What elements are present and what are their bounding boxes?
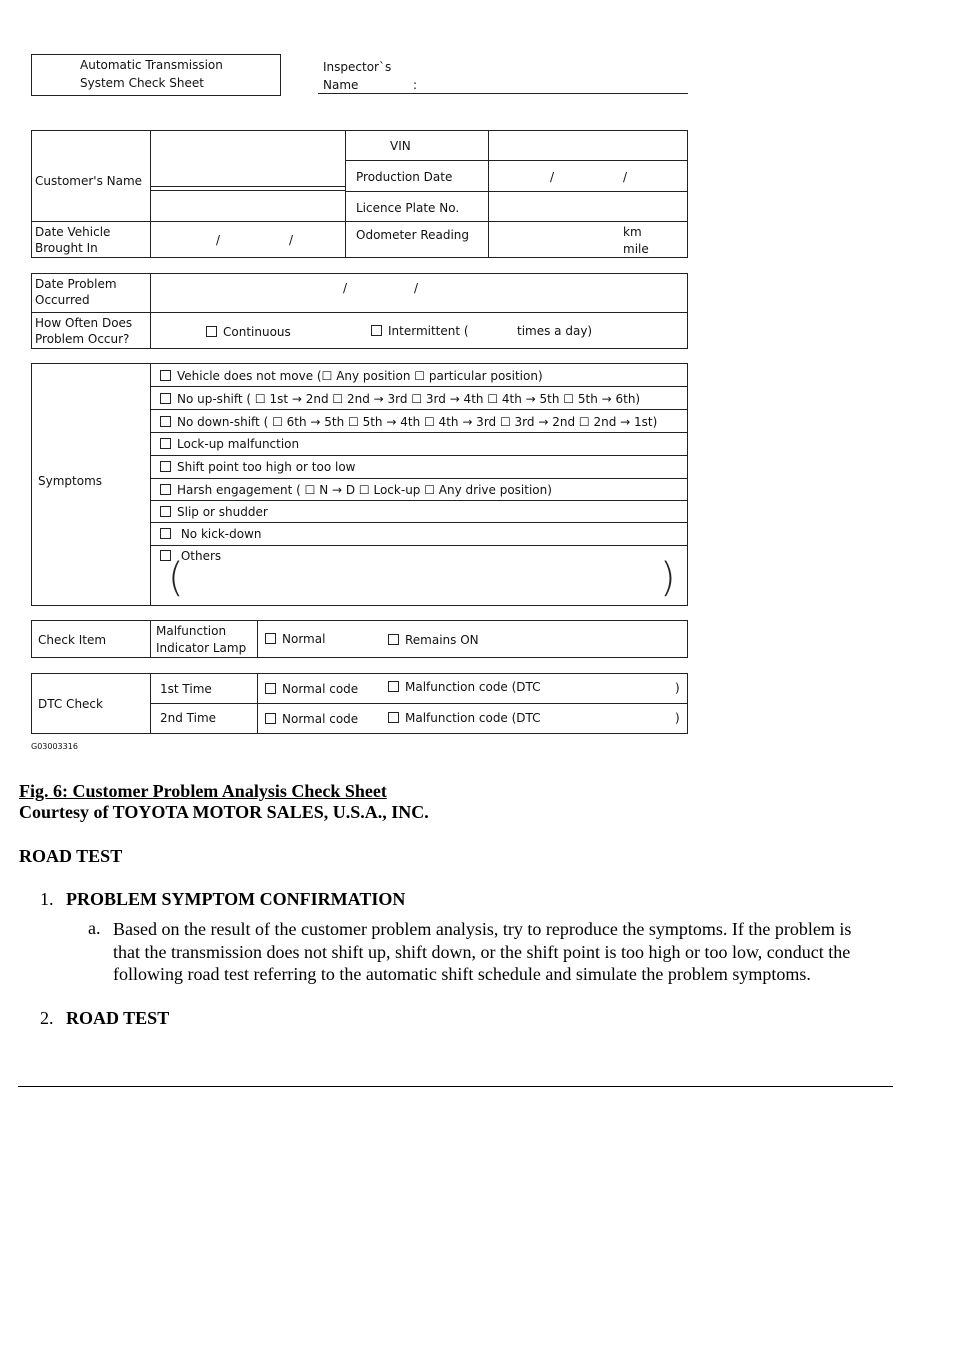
times-a-day-label: times a day) bbox=[517, 324, 593, 338]
customers-name-label: Customer's Name bbox=[35, 174, 143, 188]
mil-label-line2: Indicator Lamp bbox=[156, 641, 247, 655]
symptom-text: Shift point too high or too low bbox=[177, 460, 356, 474]
mile-label: mile bbox=[623, 242, 649, 256]
step-2-number: 2. bbox=[40, 1008, 54, 1028]
intermittent-checkbox[interactable] bbox=[371, 325, 382, 336]
page-footer-rule bbox=[18, 1086, 893, 1087]
symptom-row[interactable] bbox=[160, 483, 552, 497]
dtc-check-label: DTC Check bbox=[38, 697, 103, 711]
figure-courtesy: Courtesy of TOYOTA MOTOR SALES, U.S.A., INC. bbox=[19, 802, 429, 822]
production-date-slash-2: / bbox=[623, 170, 628, 184]
others-close-paren: ) bbox=[660, 555, 676, 601]
step-2-title: ROAD TEST bbox=[66, 1008, 170, 1028]
step-1-number: 1. bbox=[40, 889, 54, 909]
symptom-text: No kick-down bbox=[177, 527, 262, 541]
dtc1-malfunction-option[interactable] bbox=[388, 680, 541, 694]
vin-label: VIN bbox=[390, 139, 411, 153]
symptom-checkbox[interactable] bbox=[160, 393, 171, 404]
production-date-slash-1: / bbox=[550, 170, 555, 184]
step-1-title: PROBLEM SYMPTOM CONFIRMATION bbox=[66, 889, 406, 909]
licence-plate-label: Licence Plate No. bbox=[356, 201, 460, 215]
dtc2-normal-option[interactable] bbox=[265, 712, 358, 726]
dtc1-malfunction-checkbox[interactable] bbox=[388, 681, 399, 692]
symptom-row[interactable] bbox=[160, 392, 640, 406]
symptom-row[interactable] bbox=[160, 369, 543, 383]
dtc-first-time-label: 1st Time bbox=[160, 682, 212, 696]
mil-normal-label: Normal bbox=[282, 632, 326, 646]
inspector-name-line[interactable] bbox=[318, 93, 688, 94]
mil-remains-on-checkbox[interactable] bbox=[388, 634, 399, 645]
continuous-option[interactable] bbox=[206, 325, 291, 339]
figure-id: G03003316 bbox=[31, 742, 78, 751]
symptom-checkbox[interactable] bbox=[160, 506, 171, 517]
dtc-second-time-label: 2nd Time bbox=[160, 711, 217, 725]
dtc2-malfunction-checkbox[interactable] bbox=[388, 712, 399, 723]
date-vehicle-label-line2: Brought In bbox=[35, 241, 98, 255]
check-item-table bbox=[31, 620, 688, 658]
step-1a-letter: a. bbox=[88, 918, 101, 938]
how-often-label-line1: How Often Does bbox=[35, 316, 133, 330]
symptom-row[interactable] bbox=[160, 505, 268, 519]
dtc1-normal-label: Normal code bbox=[282, 682, 359, 696]
symptom-checkbox[interactable] bbox=[160, 461, 171, 472]
date-vehicle-slash-2: / bbox=[289, 233, 294, 247]
date-problem-slash-1: / bbox=[343, 281, 348, 295]
mil-label-line1: Malfunction bbox=[156, 624, 227, 638]
symptom-row[interactable] bbox=[160, 527, 262, 541]
symptom-text: Slip or shudder bbox=[177, 505, 268, 519]
symptom-text: Vehicle does not move (☐ Any position ☐ particular position) bbox=[177, 369, 543, 383]
symptom-row[interactable] bbox=[160, 437, 299, 451]
dtc1-malfunction-label: Malfunction code (DTC bbox=[405, 680, 541, 694]
dtc2-malfunction-label: Malfunction code (DTC bbox=[405, 711, 541, 725]
inspector-label-line1: Inspector`s bbox=[323, 60, 392, 74]
others-open-paren: ( bbox=[168, 555, 184, 601]
inspector-label-line2: Name bbox=[323, 78, 359, 92]
mil-remains-on-label: Remains ON bbox=[405, 633, 479, 647]
mil-normal-checkbox[interactable] bbox=[265, 633, 276, 644]
date-problem-label-line1: Date Problem bbox=[35, 277, 117, 291]
symptom-row[interactable] bbox=[160, 460, 355, 474]
symptom-text: Lock-up malfunction bbox=[177, 437, 300, 451]
mil-normal-option[interactable] bbox=[265, 632, 325, 646]
mil-remains-on-option[interactable] bbox=[388, 633, 479, 647]
sheet-title-line1: Automatic Transmission bbox=[80, 58, 223, 72]
inspector-colon: : bbox=[413, 78, 418, 92]
continuous-checkbox[interactable] bbox=[206, 326, 217, 337]
symptom-text: Others bbox=[177, 549, 222, 563]
odometer-label: Odometer Reading bbox=[356, 228, 470, 242]
sheet-title-line2: System Check Sheet bbox=[80, 76, 204, 90]
symptom-row[interactable] bbox=[160, 415, 657, 429]
date-vehicle-slash-1: / bbox=[216, 233, 221, 247]
production-date-label: Production Date bbox=[356, 170, 453, 184]
how-often-label-line2: Problem Occur? bbox=[35, 332, 130, 346]
date-problem-slash-2: / bbox=[414, 281, 419, 295]
step-1a-text: Based on the result of the customer problem analysis, try to reproduce the symptoms. If the problem is that the transmission does not shift up, shift down, or the shift point is too high or too low, conduct the following road test referring to the automatic shift schedule and simulate the problem symptoms. bbox=[113, 919, 852, 984]
intermittent-option[interactable] bbox=[371, 324, 469, 338]
figure-caption: Fig. 6: Customer Problem Analysis Check Sheet bbox=[19, 781, 387, 801]
km-label: km bbox=[623, 225, 642, 239]
date-vehicle-label-line1: Date Vehicle bbox=[35, 225, 111, 239]
symptom-checkbox[interactable] bbox=[160, 416, 171, 427]
symptom-text: No down-shift ( ☐ 6th → 5th ☐ 5th → 4th ☐ 4th → 3rd ☐ 3rd → 2nd ☐ 2nd → 1st) bbox=[177, 415, 658, 429]
symptom-checkbox[interactable] bbox=[160, 484, 171, 495]
section-heading: ROAD TEST bbox=[19, 846, 123, 866]
symptom-checkbox[interactable] bbox=[160, 438, 171, 449]
dtc2-normal-label: Normal code bbox=[282, 712, 359, 726]
intermittent-label: Intermittent ( bbox=[388, 324, 469, 338]
dtc1-close-paren: ) bbox=[675, 681, 680, 695]
dtc2-close-paren: ) bbox=[675, 711, 680, 725]
symptom-text: No up-shift ( ☐ 1st → 2nd ☐ 2nd → 3rd ☐ 3rd → 4th ☐ 4th → 5th ☐ 5th → 6th) bbox=[177, 392, 641, 406]
symptoms-label: Symptoms bbox=[38, 474, 103, 488]
symptom-checkbox[interactable] bbox=[160, 528, 171, 539]
symptom-checkbox[interactable] bbox=[160, 370, 171, 381]
dtc2-malfunction-option[interactable] bbox=[388, 711, 541, 725]
continuous-label: Continuous bbox=[223, 325, 291, 339]
dtc2-normal-checkbox[interactable] bbox=[265, 713, 276, 724]
check-item-label: Check Item bbox=[38, 633, 107, 647]
dtc1-normal-option[interactable] bbox=[265, 682, 358, 696]
date-problem-label-line2: Occurred bbox=[35, 293, 90, 307]
dtc1-normal-checkbox[interactable] bbox=[265, 683, 276, 694]
symptom-text: Harsh engagement ( ☐ N → D ☐ Lock-up ☐ Any drive position) bbox=[177, 483, 552, 497]
